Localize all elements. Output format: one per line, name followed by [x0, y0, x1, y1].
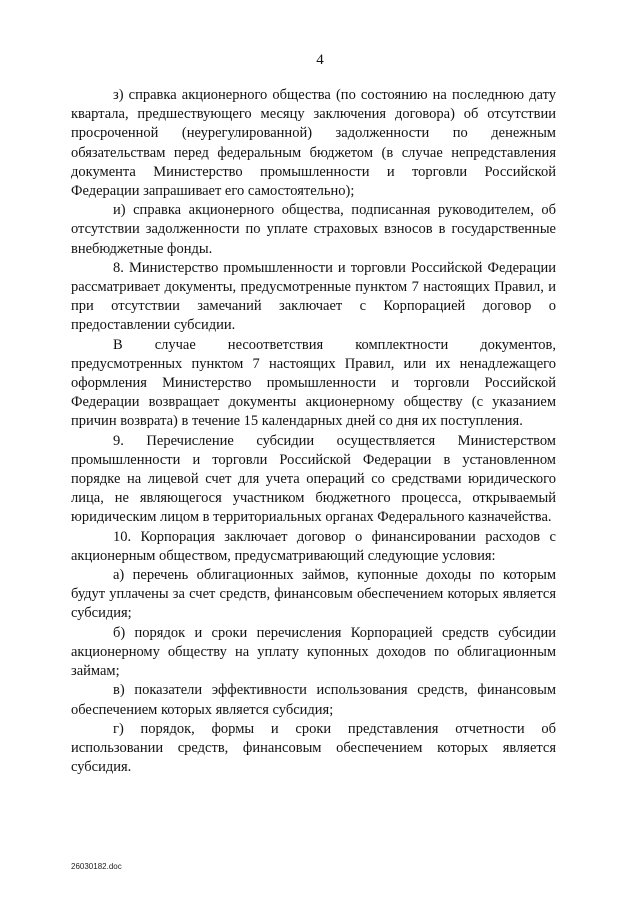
paragraph-clause-8-return: В случае несоответствия комплектности документов, предусмотренных пунктом 7 настоящих Правил, или их ненадлежащего оформления Министерство промышленности и торговли Российской Федерации возвращает документы акционерному обществу (с указанием причин возврата) в течение 15 календарных дней со дня их поступления.	[71, 336, 556, 430]
page-number: 4	[316, 52, 324, 68]
paragraph-clause-10: 10. Корпорация заключает договор о финансировании расходов с акционерным обществом, предусматривающий следующие условия:	[71, 528, 556, 564]
paragraph-condition-b: б) порядок и сроки перечисления Корпорацией средств субсидии акционерному обществу на уплату купонных доходов по облигационным займам;	[71, 624, 556, 680]
paragraph-i-certificate: и) справка акционерного общества, подписанная руководителем, об отсутствии задолженности по уплате страховых взносов в государственные внебюджетные фонды.	[71, 202, 556, 257]
paragraph-clause-9: 9. Перечисление субсидии осуществляется Министерством промышленности и торговли Российской Федерации в установленном порядке на лицевой счет для учета операций со средствами юридического лица, не являющегося участником бюджетного процесса, открываемый юридическим лицом в территориальных органах Федерального казначейства.	[71, 432, 556, 526]
paragraph-condition-v: в) показатели эффективности использования средств, финансовым обеспечением которых является субсидия;	[71, 682, 556, 718]
paragraph-condition-a: а) перечень облигационных займов, купонные доходы по которым будут уплачены за счет средств, финансовым обеспечением которых является субсидия;	[71, 567, 556, 622]
document-file-code: 26030182.doc	[71, 862, 122, 871]
document-body	[71, 86, 556, 777]
paragraph-condition-g: г) порядок, формы и сроки представления отчетности об использовании средств, финансовым обеспечением которых является субсидия.	[71, 720, 556, 776]
paragraph-z-certificate: з) справка акционерного общества (по состоянию на последнюю дату квартала, предшествующего месяцу заключения договора) об отсутствии просроченной (неурегулированной) задолженности по денежным обязательствам перед федеральным бюджетом (в случае непредставления документа Министерство промышленности и торговли Российской Федерации запрашивает его самостоятельно);	[71, 87, 556, 200]
paragraph-clause-8: 8. Министерство промышленности и торговли Российской Федерации рассматривает документы, предусмотренные пунктом 7 настоящих Правил, и при отсутствии замечаний заключает с Корпорацией договор о предоставлении субсидии.	[71, 259, 556, 334]
